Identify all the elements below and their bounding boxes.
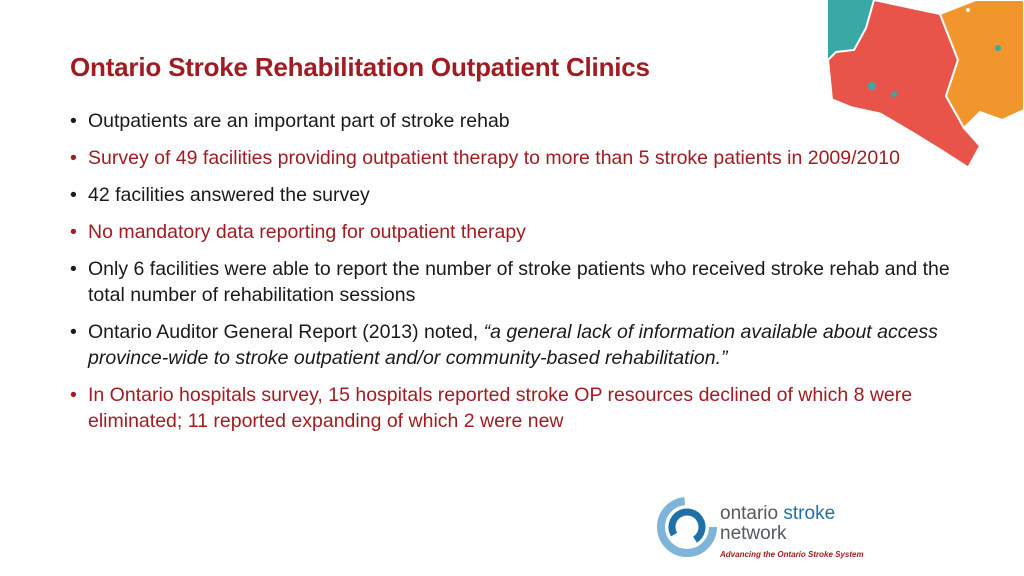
ontario-stroke-network-logo [656,496,864,566]
logo-word-network: network [720,523,787,544]
bullet-list [70,108,950,445]
logo-swirl-icon [656,496,718,558]
bullet-3: • 42 facilities answered the survey [70,182,950,208]
bullet-5: • Only 6 facilities were able to report the number of stroke patients who received stroke rehab and the total number of rehabilitation sessions [70,256,950,308]
logo-word-ontario: ontario [720,503,779,524]
auditor-prefix: Ontario Auditor General Report (2013) noted, [88,321,484,343]
bullet-7: • In Ontario hospitals survey, 15 hospitals reported stroke OP resources declined of which 8 were eliminated; 11 reported expanding of which 2 were new [70,382,950,434]
map-lake-dot-3 [995,45,1001,51]
map-lake-dot-4 [966,8,970,12]
bullet-4: • No mandatory data reporting for outpatient therapy [70,219,950,245]
bullet-2: • Survey of 49 facilities providing outpatient therapy to more than 5 stroke patients in 2009/2010 [70,145,950,171]
ontario-map-graphic [828,0,1024,178]
bullet-1: • Outpatients are an important part of stroke rehab [70,108,950,134]
title: Ontario Stroke Rehabilitation Outpatient Clinics [70,52,650,82]
logo-tagline: Advancing the Ontario Stroke System [720,550,864,559]
bullet-6 [70,319,950,371]
map-lake-dot-1 [868,82,876,90]
logo-word-stroke: stroke [783,503,836,524]
auditor-quote: “a general lack of information available about access province-wide to stroke outpatient and/or community-based rehabilitation.” [88,321,938,369]
map-lake-dot-2 [891,91,897,97]
